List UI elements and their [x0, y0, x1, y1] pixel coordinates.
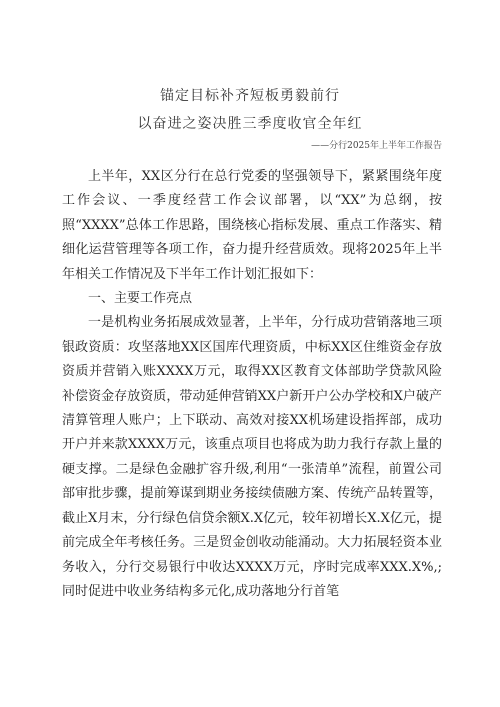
- document-body: [62, 165, 442, 604]
- title-block: [0, 88, 500, 132]
- document-subtitle: ——分行2025年上半年工作报告: [311, 141, 442, 151]
- document-title: 锚定目标补齐短板勇毅前行: [160, 88, 340, 104]
- intro-paragraph: 上半年，XX区分行在总行党委的坚强领导下，紧紧围绕年度工作会议、一季度经营工作会议部署，以“XX”为总纲，按照“XXXX”总体工作思路，围绕核心指标发展、重点工作落实、精细化运营管理等各项工作，奋力提升经营质效。现将2025年上半年相关工作情况及下半年工作计划汇报如下：: [62, 169, 442, 282]
- section-heading: 一、主要工作亮点: [88, 291, 193, 307]
- document-title-second-line: 以奋进之姿决胜三季度收官全年红: [137, 116, 363, 132]
- highlights-paragraph: 一是机构业务拓展成效显著，上半年，分行成功营销落地三项银政资质：攻坚落地XX区国库代理资质，中标XX区住维资金存放资质并营销入账XXXX万元，取得XX区教育文体部助学贷款风险补偿资金存放资质，带动延伸营销XX户新开户公办学校和X户破产清算管理人账户；上下联动、高效对接XX机场建设指挥部，成功开户并来款XXXX万元，该重点项目也将成为助力我行存款上量的硬支撑。二是绿色金融扩容升级,利用“一张清单”流程，前置公司部审批步骤，提前筹谋到期业务接续债融方案、传统产品转置等，截止X月末，分行绿色信贷余额X.X亿元，较年初增长X.X亿元，提前完成全年考核任务。三是贸金创收动能涌动。大力拓展轻资本业务收入，分行交易银行中收达XXXX万元，序时完成率XXX.X%,;同时促进中收业务结构多元化,成功落地分行首笔: [62, 315, 442, 599]
